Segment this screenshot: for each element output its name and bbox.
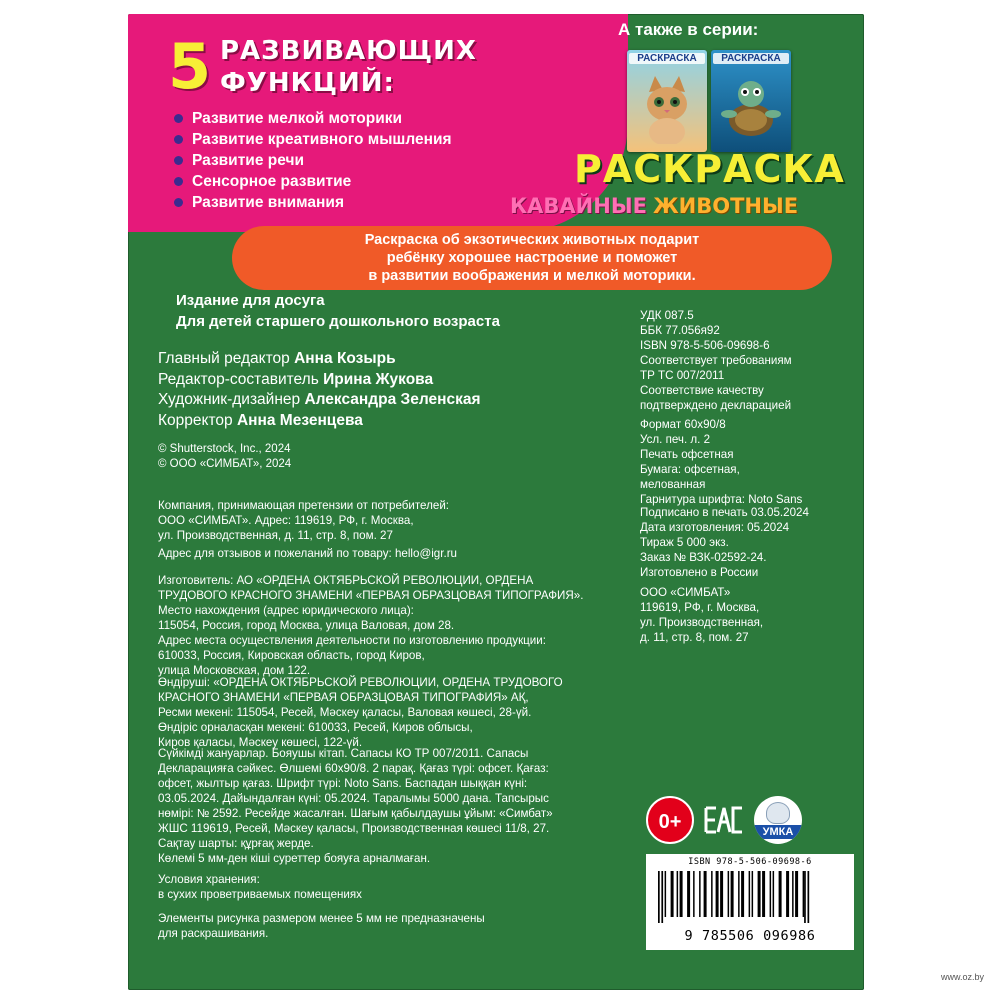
brand-title: РАСКРАСКА: [574, 147, 845, 191]
text-line: Өндіріс орналасқан мекені: 610033, Ресей, Киров облысы,: [158, 721, 473, 734]
barcode-bar: [704, 871, 707, 917]
text-line: офсет, жылтыр қағаз. Шрифт түрі: Noto Sans. Баспадан шыққан күні:: [158, 777, 528, 790]
turtle-icon: [721, 74, 781, 144]
credit-role: Редактор-составитель: [158, 370, 319, 388]
barcode-isbn: ISBN 978-5-506-09698-6: [688, 857, 812, 867]
text-line: УДК 087.5: [640, 309, 694, 322]
functions-item: [174, 129, 452, 150]
promo-banner: [232, 226, 832, 290]
text-line: Формат 60х90/8: [640, 418, 726, 431]
text-line: Бумага: офсетная,: [640, 463, 740, 476]
company-info: [158, 498, 449, 543]
text-line: Подписано в печать 03.05.2024: [640, 506, 809, 519]
text-line: 03.05.2024. Дайындалған күні: 05.2024. Таралымы 5000 дана. Тапсырыс: [158, 792, 549, 805]
barcode-bar: [792, 871, 794, 917]
credit-name: Александра Зеленская: [304, 391, 481, 408]
credit-role: Корректор: [158, 411, 233, 429]
series-cover-cat: [627, 50, 707, 152]
brand-subtitle-word2: ЖИВОТНЫЕ: [652, 194, 799, 218]
barcode-bar: [808, 871, 810, 923]
credit-row: [158, 390, 481, 411]
text-line: Изготовитель: АО «ОРДЕНА ОКТЯБРЬСКОЙ РЕВОЛЮЦИИ, ОРДЕНА: [158, 574, 534, 587]
text-line: подтверждено декларацией: [640, 399, 792, 412]
text-line: Изготовлено в России: [640, 566, 759, 579]
cover-turtle-label: РАСКРАСКА: [713, 53, 789, 64]
age-rating-badge: 0+: [646, 796, 694, 844]
book-back-cover: [128, 14, 864, 990]
barcode-bar: [665, 871, 667, 917]
barcode-bar: [804, 871, 806, 923]
format-info: [640, 417, 802, 507]
credit-row: [158, 349, 481, 370]
barcode-bar: [677, 871, 679, 917]
kz-product-info: [158, 746, 553, 866]
barcode-bar: [687, 871, 690, 917]
bullet-icon: [174, 198, 183, 207]
barcode-number: 9 785506 096986: [684, 928, 816, 944]
barcode-bar: [779, 871, 782, 917]
leisure-line: Издание для досуга: [176, 292, 325, 309]
barcode-bar: [728, 871, 730, 917]
text-line: Соответствует требованиям: [640, 354, 792, 367]
text-line: Адрес места осуществления деятельности по изготовлению продукции:: [158, 634, 546, 647]
text-line: Печать офсетная: [640, 448, 734, 461]
credit-name: Ирина Жукова: [323, 370, 434, 388]
leisure-line: Для детей старшего дошкольного возраста: [176, 313, 500, 330]
credit-role: Главный редактор: [158, 350, 290, 367]
text-line: ул. Производственная,: [640, 616, 764, 629]
text-line: ББК 77.056я92: [640, 324, 720, 337]
text-line: Заказ № ВЗК-02592-24.: [640, 551, 767, 564]
functions-list: [174, 108, 452, 213]
credit-name: Анна Козырь: [294, 350, 396, 367]
bear-icon: [766, 802, 790, 824]
umka-logo-label: УМКА: [754, 825, 802, 839]
storage-conditions: [158, 872, 362, 902]
barcode-bar: [762, 871, 765, 917]
functions-heading-1: РАЗВИВАЮЩИХ: [220, 36, 477, 66]
kz-manufacturer-info: [158, 675, 563, 750]
text-line: Усл. печ. л. 2: [640, 433, 711, 446]
functions-heading-2: ФУНКЦИЙ:: [220, 68, 395, 98]
text-line: ул. Производственная, д. 11, стр. 8, пом. 27: [158, 529, 393, 542]
brand-subtitle-word1: КАВАЙНЫЕ: [510, 194, 647, 218]
text-line: в сухих проветриваемых помещениях: [158, 888, 362, 901]
leisure-info: [176, 290, 500, 332]
text-line: ISBN 978-5-506-09698-6: [640, 339, 770, 352]
credit-name: Анна Мезенцева: [236, 411, 363, 429]
credit-role: Художник-дизайнер: [158, 391, 301, 408]
watermark: www.oz.by: [941, 972, 985, 982]
barcode-bar: [803, 871, 805, 917]
barcode-bar: [693, 871, 695, 917]
bullet-icon: [174, 135, 183, 144]
functions-item: [174, 108, 452, 129]
credits: [158, 349, 481, 431]
text-line: КРАСНОГО ЗНАМЕНИ «ПЕРВАЯ ОБРАЗЦОВАЯ ТИПОГРАФИЯ» АҚ,: [158, 691, 529, 704]
text-line: нөмірі: № 2592. Ресейде жасалған. Шағым қабылдаушы ұйым: «Симбат»: [158, 807, 553, 820]
text-line: Сақтау шарты: құрғақ жерде.: [158, 837, 314, 850]
bullet-icon: [174, 177, 183, 186]
series-title: А также в серии:: [618, 20, 759, 39]
text-line: для раскрашивания.: [158, 927, 269, 940]
text-line: 115054, Россия, город Москва, улица Валовая, дом 28.: [158, 619, 455, 632]
umka-logo: [754, 796, 802, 844]
text-line: Условия хранения:: [158, 873, 260, 886]
kitten-icon: [637, 74, 697, 144]
barcode-bar: [795, 871, 798, 917]
classification-info: [640, 308, 792, 413]
copyright: [158, 442, 291, 472]
barcode-bar: [661, 871, 663, 923]
text-line: 610033, Россия, Кировская область, город Киров,: [158, 649, 425, 662]
barcode-bar: [716, 871, 719, 917]
barcode-bar: [671, 871, 674, 917]
barcode-bar: [699, 871, 701, 917]
text-line: Компания, принимающая претензии от потребителей:: [158, 499, 450, 512]
functions-number: 5: [168, 30, 212, 103]
barcode-bar: [752, 871, 754, 917]
text-line: улица Московская, дом 122.: [158, 664, 311, 677]
functions-item-label: Развитие внимания: [192, 194, 344, 211]
text-line: Дата изготовления: 05.2024: [640, 521, 790, 534]
barcode-bar: [738, 871, 740, 917]
text-line: Көлемі 5 мм-ден кіші суреттер бояуға арналмаған.: [158, 852, 431, 865]
series-cover-turtle: [711, 50, 791, 152]
functions-item: [174, 192, 452, 213]
publisher-address: [640, 585, 763, 645]
barcode-bar: [731, 871, 734, 917]
barcode-bar: [658, 871, 660, 923]
promo-line: ребёнку хорошее настроение и поможет: [386, 250, 678, 266]
functions-item: [174, 150, 452, 171]
text-line: ООО «СИМБАТ»: [640, 586, 731, 599]
text-line: Өндіруші: «ОРДЕНА ОКТЯБРЬСКОЙ РЕВОЛЮЦИИ, ОРДЕНА ТРУДОВОГО: [158, 676, 563, 689]
text-line: Соответствие качеству: [640, 384, 764, 397]
cover-cat-label: РАСКРАСКА: [629, 53, 705, 64]
text-line: Гарнитура шрифта: Noto Sans: [640, 493, 803, 506]
eac-label: EAC: [704, 800, 707, 801]
promo-line: в развитии воображения и мелкой моторики.: [368, 268, 696, 284]
text-line: Тираж 5 000 экз.: [640, 536, 729, 549]
barcode-bar: [770, 871, 772, 917]
barcode-bars-icon: [656, 871, 844, 923]
text-line: 119619, РФ, г. Москва,: [640, 601, 760, 614]
text-line: мелованная: [640, 478, 706, 491]
barcode-bar: [758, 871, 761, 917]
text-line: ООО «СИМБАТ». Адрес: 119619, РФ, г. Москва,: [158, 514, 414, 527]
text-line: ТРУДОВОГО КРАСНОГО ЗНАМЕНИ «ПЕРВАЯ ОБРАЗЦОВАЯ ТИПОГРАФИЯ».: [158, 589, 584, 602]
promo-line: Раскраска об экзотических животных подарит: [364, 232, 700, 248]
elements-note: [158, 911, 485, 941]
text-line: Сүйкімді жануарлар. Бояушы кітап. Сапасы КО ТР 007/2011. Сапасы: [158, 747, 529, 760]
eac-mark-icon: [704, 800, 744, 840]
credit-row: [158, 370, 481, 391]
barcode-bar: [773, 871, 775, 917]
text-line: Элементы рисунка размером менее 5 мм не предназначены: [158, 912, 485, 925]
barcode-bar: [749, 871, 751, 917]
text-line: ЖШС 119619, Ресей, Мәскеу қаласы, Производственная көшесі 11/8, 27.: [158, 822, 550, 835]
functions-item-label: Развитие речи: [192, 152, 304, 169]
manufacturer-info: [158, 573, 583, 678]
bullet-icon: [174, 156, 183, 165]
text-line: ТР ТС 007/2011: [640, 369, 725, 382]
text-line: Место нахождения (адрес юридического лица):: [158, 604, 414, 617]
copyright-line: © Shutterstock, Inc., 2024: [158, 443, 291, 455]
functions-item: [174, 171, 452, 192]
print-info: [640, 505, 809, 580]
barcode-bar: [741, 871, 744, 917]
text-line: Киров қаласы, Мәскеу көшесі, 122-үй.: [158, 736, 363, 749]
functions-item-label: Развитие креативного мышления: [192, 131, 452, 148]
text-line: Ресми мекені: 115054, Ресей, Мәскеу қаласы, Валовая көшесі, 28-үй.: [158, 706, 532, 719]
barcode-bar: [720, 871, 723, 917]
barcode-bar: [711, 871, 713, 917]
feedback-info: Адрес для отзывов и пожеланий по товару: hello@igr.ru: [158, 547, 457, 560]
barcode: [646, 854, 854, 950]
barcode-bar: [786, 871, 789, 917]
bullet-icon: [174, 114, 183, 123]
text-line: Декларацияға сәйкес. Өлшемі 60х90/8. 2 парақ. Қағаз түрі: офсет. Қағаз:: [158, 762, 549, 775]
brand-subtitle: [510, 194, 798, 218]
text-line: д. 11, стр. 8, пом. 27: [640, 631, 749, 644]
copyright-line: © ООО «СИМБАТ», 2024: [158, 458, 292, 470]
credit-row: [158, 411, 481, 432]
functions-item-label: Развитие мелкой моторики: [192, 110, 403, 127]
barcode-bar: [680, 871, 683, 917]
functions-item-label: Сенсорное развитие: [192, 173, 352, 190]
